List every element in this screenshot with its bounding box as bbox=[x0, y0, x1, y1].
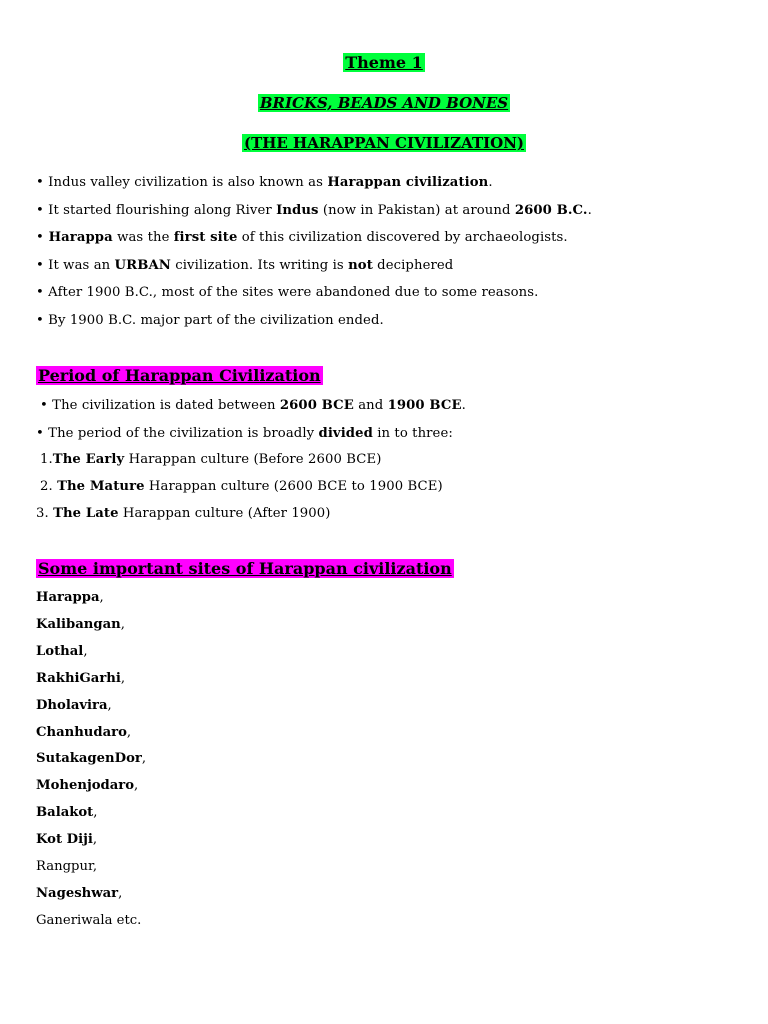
sites-heading: Some important sites of Harappan civilization bbox=[38, 559, 452, 578]
title-row bbox=[0, 94, 768, 112]
site-separator: , bbox=[120, 616, 125, 632]
site-item bbox=[36, 725, 131, 740]
site-separator: , bbox=[107, 697, 112, 713]
site-name: Kalibangan bbox=[36, 616, 121, 632]
site-item bbox=[36, 644, 88, 659]
site-separator: , bbox=[92, 859, 98, 874]
text: and bbox=[353, 398, 388, 413]
item-number: 2. bbox=[40, 479, 58, 494]
bullet-glyph: • bbox=[40, 398, 48, 413]
site-item bbox=[36, 751, 146, 766]
text: (now in Pakistan) at around bbox=[318, 203, 515, 218]
subtitle-row bbox=[0, 134, 768, 152]
bold-text: 1900 BCE bbox=[387, 398, 462, 413]
site-separator: , bbox=[99, 590, 104, 605]
text: Harappan culture (After 1900) bbox=[118, 506, 331, 521]
text: Harappan culture (Before 2600 BCE) bbox=[124, 452, 382, 467]
intro-bullet bbox=[36, 203, 592, 218]
text: By 1900 B.C. major part of the civilization ended. bbox=[43, 313, 384, 328]
bold-text: Harappa bbox=[43, 230, 113, 245]
site-name: Nageshwar bbox=[36, 885, 119, 901]
text: It was an bbox=[43, 258, 115, 273]
site-name: Lothal bbox=[36, 643, 84, 659]
bold-text: Harappan civilization bbox=[327, 175, 489, 190]
theme-heading: Theme 1 bbox=[345, 53, 423, 72]
bullet-glyph: • bbox=[36, 426, 44, 441]
bullet-glyph: • bbox=[36, 258, 44, 273]
theme-heading-row bbox=[0, 53, 768, 72]
site-item bbox=[36, 805, 97, 820]
bold-text: divided bbox=[318, 426, 373, 441]
item-number: 3. bbox=[36, 506, 54, 521]
bold-text: The Late bbox=[53, 506, 119, 521]
site-name: RakhiGarhi bbox=[36, 670, 121, 686]
bold-text: The Mature bbox=[57, 479, 145, 494]
site-name: Balakot bbox=[36, 805, 94, 821]
bullet-glyph: • bbox=[36, 203, 44, 218]
site-separator: , bbox=[118, 885, 123, 901]
text: The period of the civilization is broadly bbox=[43, 426, 319, 441]
site-item bbox=[36, 671, 125, 686]
bullet-glyph: • bbox=[36, 285, 44, 300]
site-name: Dholavira bbox=[36, 697, 108, 713]
site-item bbox=[36, 913, 141, 928]
text: . bbox=[587, 203, 592, 218]
site-separator: , bbox=[92, 832, 98, 848]
item-number: 1. bbox=[40, 452, 53, 467]
site-item bbox=[36, 617, 125, 632]
bold-text: Indus bbox=[276, 203, 319, 218]
site-name: SutakagenDor bbox=[36, 751, 142, 767]
text: Indus valley civilization is also known as bbox=[43, 175, 328, 190]
intro-bullet bbox=[36, 175, 493, 190]
text: It started flourishing along River bbox=[43, 203, 277, 218]
intro-bullet bbox=[36, 285, 538, 300]
site-item bbox=[36, 832, 97, 847]
intro-bullet bbox=[36, 313, 384, 328]
period-heading: Period of Harappan Civilization bbox=[38, 366, 321, 385]
site-name: Chanhudaro bbox=[36, 724, 127, 740]
bold-text: URBAN bbox=[114, 258, 171, 273]
text: . bbox=[488, 175, 493, 190]
period-item bbox=[36, 506, 331, 521]
site-item bbox=[36, 778, 138, 793]
bold-text: 2600 B.C. bbox=[514, 203, 588, 218]
text: Harappan culture (2600 BCE to 1900 BCE) bbox=[144, 479, 443, 494]
site-separator: , bbox=[120, 670, 126, 686]
site-separator: , bbox=[134, 778, 139, 794]
text: was the bbox=[112, 230, 174, 245]
text: civilization. Its writing is bbox=[170, 258, 349, 273]
period-bullet bbox=[36, 426, 453, 441]
bold-text: 2600 BCE bbox=[279, 398, 354, 413]
chapter-subtitle: (THE HARAPPAN CIVILIZATION) bbox=[243, 134, 525, 152]
period-item bbox=[40, 452, 381, 467]
bold-text: not bbox=[348, 258, 373, 273]
site-item bbox=[36, 590, 104, 605]
site-separator: , bbox=[83, 643, 88, 659]
text: . bbox=[461, 398, 466, 413]
site-name: Rangpur bbox=[36, 859, 93, 874]
chapter-title: BRICKS, BEADS AND BONES bbox=[259, 94, 509, 112]
period-bullet bbox=[40, 398, 466, 413]
bullet-glyph: • bbox=[36, 175, 44, 190]
site-item bbox=[36, 859, 97, 874]
site-name: Kot Diji bbox=[36, 832, 93, 848]
site-separator: , bbox=[93, 805, 98, 821]
text: of this civilization discovered by archaeologists. bbox=[237, 230, 568, 245]
site-name: Harappa bbox=[36, 590, 100, 605]
bullet-glyph: • bbox=[36, 230, 44, 245]
site-name: Mohenjodaro bbox=[36, 778, 135, 794]
bullet-glyph: • bbox=[36, 313, 44, 328]
text: The civilization is dated between bbox=[47, 398, 280, 413]
site-item bbox=[36, 698, 112, 713]
bold-text: first site bbox=[173, 230, 238, 245]
intro-bullet bbox=[36, 230, 568, 245]
site-separator: , bbox=[126, 724, 132, 740]
site-item bbox=[36, 886, 122, 901]
bold-text: The Early bbox=[52, 452, 125, 467]
site-separator: , bbox=[141, 751, 147, 767]
text: in to three: bbox=[372, 426, 453, 441]
intro-bullet bbox=[36, 258, 453, 273]
text: deciphered bbox=[372, 258, 454, 273]
period-item bbox=[40, 479, 443, 494]
text: After 1900 B.C., most of the sites were abandoned due to some reasons. bbox=[43, 285, 539, 300]
site-name: Ganeriwala etc. bbox=[36, 912, 142, 928]
